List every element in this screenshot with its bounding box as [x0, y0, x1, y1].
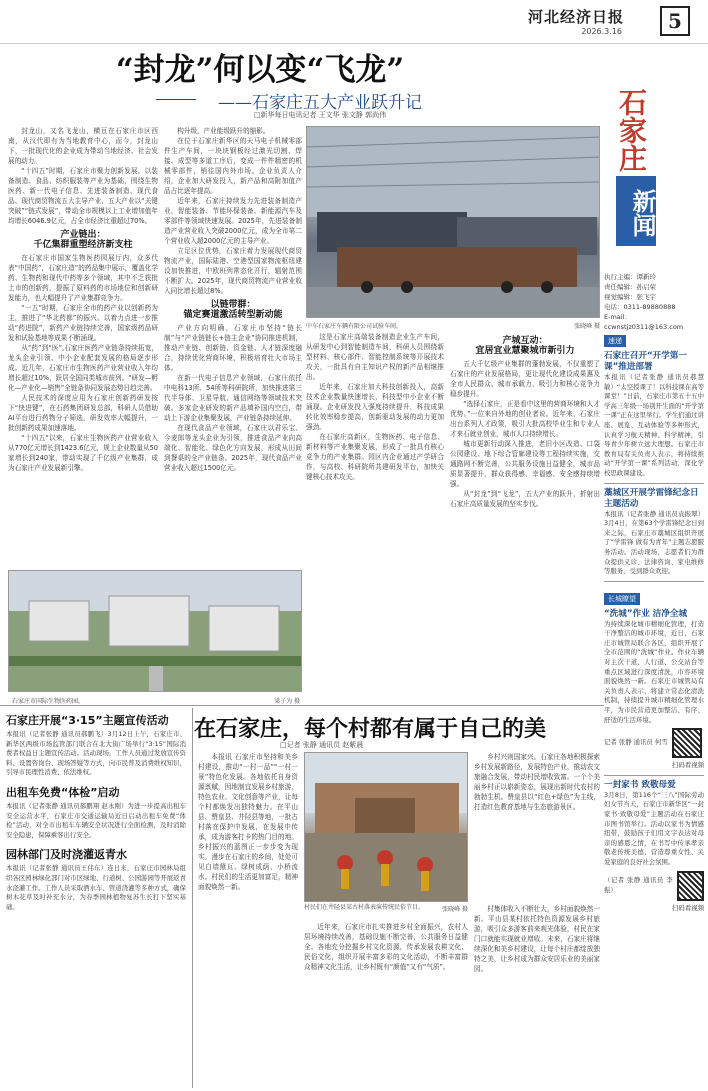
news-headline: 石家庄召开“开学第一课”推进部署: [604, 351, 687, 372]
village-performance-illustration: [305, 753, 468, 902]
column-divider: [192, 708, 193, 1088]
tag-express: 速递: [604, 335, 626, 347]
section-heading: 以链带群： 锚定赛道激活转型新动能: [183, 300, 283, 320]
section-heading: 产城互动： 宜居宜业慧聚城市新引力: [475, 336, 575, 356]
qr-caption: 扫码看视频: [672, 903, 704, 912]
issue-date: 2026.3.16: [581, 27, 622, 36]
qr-code-icon[interactable]: [677, 871, 704, 901]
news-headline: 出租车免费“体检”启动: [6, 785, 120, 799]
village-photo-caption: 村民们在井陉县某古村落表演传统民俗节目。: [304, 904, 425, 911]
qr-code-icon[interactable]: [672, 728, 702, 758]
article-column-2: 构升级，产业能级跃升的缩影。 在位于石家庄新华区的天马电子机械零部件生产车间，一块块钢板经过激光切割、焊接、成型等多道工序后，变成一件件精密的机械零部件，销往国内外市场。企业负责人介绍，企业加大研发投入，新产品和高附加值产品占比逐年提高。 近年来，石家庄持续发力先进装备制造产业，智能装备、节能环保装备、新能源汽车及零部件等领域快速发展。2025年，先进装备制造产业营业收入突破2000亿元，成为全市第二个营业收入超2000亿元的主导产业。 立足区位优势，石家庄着力发展现代商贸物流产业，国际陆港、空港型国家物流枢纽建设加快推进，中欧班列常态化开行，辐射范围不断扩大。2025年，现代商贸物流产业营业收入同比增长超过8%。 以链带群： 锚定赛道激活转型新动能 产业方向明确，石家庄市坚持“链长制”与“产业链链长+链主企业”协同推进机制，推动产业链、创新链、资金链、人才链深度融合，持续优化营商环境，积极培育壮大市场主体。 在新一代电子信息产业领域，石家庄依托中电科13所、54所等科研院所，加快推进第三代半导体、卫星导航、通信网络等领域技术突破。多家企业研发的新产品填补国内空白，带动上下游企业集聚发展，产业链条持续延伸。 在现代食品产业领域，石家庄以君乐宝、今麦郎等龙头企业为引领，推进食品产业向高端化、智能化、绿色化方向发展，形成从田间到餐桌的全产业链条。2025年，现代食品产业营业收入超过1500亿元。: [164, 127, 302, 472]
news-headline: “洗城”作业 洁净全城: [604, 608, 688, 619]
village-byline: □记者 张静 通讯员 赵紫晨: [280, 741, 364, 749]
editorial-staff: 执行主编：谭新玲 责任编辑：孙启荣 视觉编辑：张飞宇 电话：0311-89880888 E-mail：ccwnstjz0311@163.com: [604, 273, 684, 331]
headline: “封龙”何以变“飞龙”: [115, 52, 405, 88]
news-body: 本报讯（记者张静 通讯员郝鹏翔 赵永刚）为进一步提高出租车安全运营水平，石家庄市交通运输局近日启动出租车免费“体检”活动，对全市出租车车辆安全状况进行全面检测，及时消除安全隐患，保障乘客出行安全。: [6, 801, 186, 839]
byline: □新华每日电讯记者 王文华 张文静 郭尚伟: [253, 111, 387, 119]
section-title: 石家庄: [615, 88, 648, 172]
village-column-1: 本报讯 石家庄市坚持和美乡村建设，推动“一村一品”“一村一景”特色化发展。各地依托自身资源禀赋，因地制宜发展乡村旅游、特色农业、文化创意等产业，让每个村都焕发出独特魅力。在平山县、赞皇县、井陉县等地，一批古村落在保护中发展，在发展中传承，成为游客打卡的热门目的地。乡村振兴的蓝图正一步步变为现实。漫步在石家庄的乡间，处处可见白墙黛瓦、绿树成荫、小桥流水。村民们的生活更加富足，精神面貌焕然一新。: [198, 753, 298, 891]
article-column-4: 产城互动： 宜居宜业慧聚城市新引力 五大千亿级产业集群的蓬勃发展，不仅重塑了石家庄的产业发展格局，更让现代化建设成果惠及全市人民群众。城市承载力、吸引力和核心竞争力稳步提升。 “选择石家庄，正是看中这里的营商环境和人才优势。”一位来自外地的创业者说。近年来，石家庄出台系列人才政策，吸引大批高校毕业生和专业人才来石就业创业，城市人口持续增长。 城市更新行动深入推进，老旧小区改造、口袋公园建设、地下综合管廊建设等工程持续实施，交通路网不断完善，公共服务设施日益健全，城市品质显著提升，群众获得感、幸福感、安全感持续增强。 从“封龙”到“飞龙”，五大产业的跃升，折射出石家庄高质量发展的坚实步伐。: [450, 336, 600, 508]
section-heading: 产业链出： 千亿集群重塑经济新支柱: [33, 230, 133, 250]
bio-park-caption: 石家庄市国际生物医药园。: [12, 698, 85, 705]
bio-park-photo: [8, 570, 302, 692]
village-column-4: 村集体收入不断壮大，乡村面貌焕然一新。平山县某村依托特色资源发展乡村旅游，吸引众多游客前来观光体验，村民在家门口就能实现就业增收。未来，石家庄将继续深化和美乡村建设，让每个村庄都绽放独特之美，让乡村成为群众安居乐业的美丽家园。: [474, 905, 600, 973]
main-photo-credit: 张晓峰 摄: [574, 323, 600, 330]
main-photo-caption: 中车石家庄车辆有限公司试验车间。: [306, 323, 403, 330]
bio-park-aerial-illustration: [9, 571, 302, 692]
news-body: 本报讯（记者张静 通讯员袁振翠）3月4日，在第63个学雷锋纪念日到来之际，石家庄市藁城区组织开展了“学雷锋 做有为青年”主题志愿服务活动。活动现场，志愿者们为群众提供义诊、法律咨询、家电维修等服务，受到群众欢迎。: [604, 509, 704, 576]
qr-caption: 扫码看视频: [672, 761, 704, 770]
news-headline: 园林部门及时浇灌返青水: [6, 848, 127, 862]
village-photo: [304, 752, 468, 902]
subheadline: ——石家庄五大产业跃升记: [160, 88, 480, 113]
village-column-3: 乡村兴则国家兴。石家庄各地积极探索乡村发展新路径，发展特色产业，推动农文旅融合发展，带动村民增收致富。一个个美丽乡村正以崭新姿态，展现出新时代农村的勃勃生机。赞皇县以“红色+绿色”为主线，打造红色教育基地与生态旅游景区。: [474, 753, 600, 811]
main-photo-train-workshop: [306, 126, 600, 318]
bio-park-credit: 梁子为 摄: [274, 698, 300, 705]
section-subtitle: 新闻: [616, 176, 656, 246]
news-headline: 藁城区开展学雷锋纪念日主题活动: [604, 487, 699, 509]
tag-great-wall: 长城瞭望: [604, 593, 640, 605]
news-body: 本报讯（记者张静 通讯员郝慧敏）“太空授课了！以科技课在高等课堂！”日前，石家庄市第五十五中学高三年级一场别开生面的“开学第一课”正在这里举行。学生们通过讲座、展览、互动体验等多种形式，认真学习航天精神、科学精神，引导青少年树立远大理想。石家庄市教育局有关负责人表示，将持续推动“开学第一课”系列活动，深化学校思政课建设。: [604, 373, 704, 477]
train-workshop-illustration: [307, 127, 600, 318]
article-column-1: 封龙山，又名飞龙山，横亘在石家庄市区西南，从汉代即有为当地教育中心，而今，封龙山下，一批现代化的企业成为带动当地经济、社会发展的动力。 “十四五”时期，石家庄市聚力创新发展，以装备制造、食品、纺织服装等产业为基础，围绕生物医药、新一代电子信息、先进装备制造、现代食品、现代商贸物流五大主导产业，五大产业以“关键突破”“链式发展”，带动全市规模以上工业增加值年均增长6046.9亿元，占全市经济比重超过70%。 产业链出： 千亿集群重塑经济新支柱 在石家庄市国家生物医药园展厅内，众多代表“中国药”，石家庄造”的药品集中展示，覆盖化学药、生物药和现代中药等多个领域，其中不乏获批上市的创新药，提振了原料药的市场地位和创新研发能力，也大幅提升了产业集群竞争力。 “一五”时期，石家庄全市的药产业以创新药为主，推进了“华北药都”的振兴。以着力点进一步推动“药进院”，新药产业链持续完善，国家级药品研发和试验基地等成果不断涌现。 从“药”到“医”,石家庄医药产业链条持续拓宽，龙头企业引领、中小企业配套发展的格局逐步形成。近几年，石家庄市生物医药产业营业收入年均增长超过10%，跃居全国同类城市前列。“研发—孵化—产业化—销售”全链条协同发展态势日趋完善。 人民技术的深度应用为石家庄创新药研发按下“快进键”，在石药集团研发总部，科研人员借助AI平台进行药物分子筛选，研发效率大幅提升，一批创新药成果加速落地。 “十四五”以来，石家庄生物医药产业营业收入从770亿元增长到1423.6亿元，规上企业数量从50家增长到240家，带动实现了千亿级产业集群，成为石家庄产业发展新引擎。: [8, 127, 158, 472]
village-headline: 在石家庄，每个村都有属于自己的美: [194, 716, 547, 742]
newspaper-name: 河北经济日报: [527, 8, 624, 26]
section-divider: [0, 705, 604, 706]
right-sidebar: 速递 石家庄召开“开学第一课”推进部署 本报讯（记者张静 通讯员郝慧敏）“太空授课了！以科技课在高等课堂！”日前，石家庄市第五十五中学高三年级一场别开生面的“开学第一课”正在这里举行。学生们通过讲座、展览、互动体验等多种形式，认真学习航天精神、科学精神，引导青少年树立远大理想。石家庄市教育局有关负责人表示，将持续推动“开学第一课”系列活动，深化学校思政课建设。 藁城区开展学雷锋纪念日主题活动 本报讯（记者张静 通讯员袁振翠）3月4日，在第63个学雷锋纪念日到来之际，石家庄市藁城区组织开展了“学雷锋 做有为青年”主题志愿服务活动。活动现场，志愿者们为群众提供义诊、法律咨询、家电维修等服务，受到群众欢迎。 长城瞭望 “洗城”作业 洁净全城 为持续深化城市精细化管理，打造干净整洁的城市环境，近日，石家庄市城管局联合各区，组织开展了全市范围的“洗城”作业。作业车辆对主次干道、人行道、公交站台等重点区域进行深度清洗，市容环境面貌焕然一新。石家庄市城管局有关负责人表示，将建立常态化清洗机制，持续提升城市精细化管理水平，为市民营造更加整洁、有序、舒适的生活环境。 记者 张静 通讯员 何雪 扫码看视频 一封家书 致敬母爱 3月8日，第116个“三八”国际劳动妇女节当天，石家庄市新华区“一封家书·致敬母爱”主题活动在石家庄市图书馆举行。活动以家书为情感纽带，鼓励孩子们用文字表达对母亲的感恩之情，在书写中传承孝亲敬老传统美德，营造尊重女性、关爱家庭的良好社会氛围。 （记者 张静 通讯员 李振） 扫码看视频: [604, 337, 704, 912]
village-photo-credit: 张晓峰 摄: [442, 906, 468, 913]
news-headline: 一封家书 致敬母爱: [604, 779, 676, 790]
news-body: 本报讯（记者张静 通讯员郝鹏飞）3月12日上午，石家庄市、新华区两级市场监管部门联合在北大街广场举行“3·15”国际消费者权益日主题宣传活动。活动现场，工作人员通过发放宣传资料、设置咨询台、现场答疑等方式，向市民普及消费维权知识，引导市民理性消费、依法维权。: [6, 730, 186, 777]
page-number: 5: [660, 6, 690, 36]
news-body: 为持续深化城市精细化管理，打造干净整洁的城市环境，近日，石家庄市城管局联合各区，组织开展了全市范围的“洗城”作业。作业车辆对主次干道、人行道、公交站台等重点区域进行深度清洗，市容环境面貌焕然一新。石家庄市城管局有关负责人表示，将建立常态化清洗机制，持续提升城市精细化管理水平，为市民营造更加整洁、有序、舒适的生活环境。: [604, 619, 704, 724]
article-column-3: 这是石家庄高端装备制造企业生产车间，从研发中心到智能制造车间，科研人员围绕新型材料、核心部件、智能控制系统等开展技术攻关，一批具有自主知识产权的新产品相继推出。 近年来，石家庄加大科技创新投入，高新技术企业数量快速增长，科技型中小企业不断涌现。企业研发投入强度持续提升，科技成果转化效率稳步提高，创新驱动发展的动力更加强劲。 在石家庄高新区，生物医药、电子信息、新材料等产业集聚发展，形成了一批具有核心竞争力的产业集群。园区内企业通过产学研合作，与高校、科研院所共建研发平台，加快关键核心技术攻关。: [306, 333, 444, 481]
village-column-2: 近年来，石家庄市扎实推进乡村全面振兴，农村人居环境持续改善，基础设施不断完善，公共服务日益健全。各地充分挖掘乡村文化资源，传承发展农耕文化、民俗文化，组织开展丰富多彩的文化活动，不断丰富群众精神文化生活，让乡村既有“颜值”又有“气质”。: [304, 923, 468, 971]
news-headline: 石家庄开展“3·15”主题宣传活动: [6, 714, 169, 727]
news-body: 本报讯（记者张静 通讯员王伟东）连日来，石家庄市园林局组织各区园林绿化部门对市区绿地、行道树、公园游园等开展返青水浇灌工作。工作人员采取洒水车、管道浇灌等多种方式，确保树木花草及时补充水分，为春季园林植物复苏生长打下坚实基础。: [6, 864, 186, 911]
news-body: 3月8日，第116个“三八”国际劳动妇女节当天，石家庄市新华区“一封家书·致敬母爱”主题活动在石家庄市图书馆举行。活动以家书为情感纽带，鼓励孩子们用文字表达对母亲的感恩之情，在书写中传承孝亲敬老传统美德，营造尊重女性、关爱家庭的良好社会氛围。: [604, 790, 704, 866]
left-news-column: [0, 708, 192, 1091]
